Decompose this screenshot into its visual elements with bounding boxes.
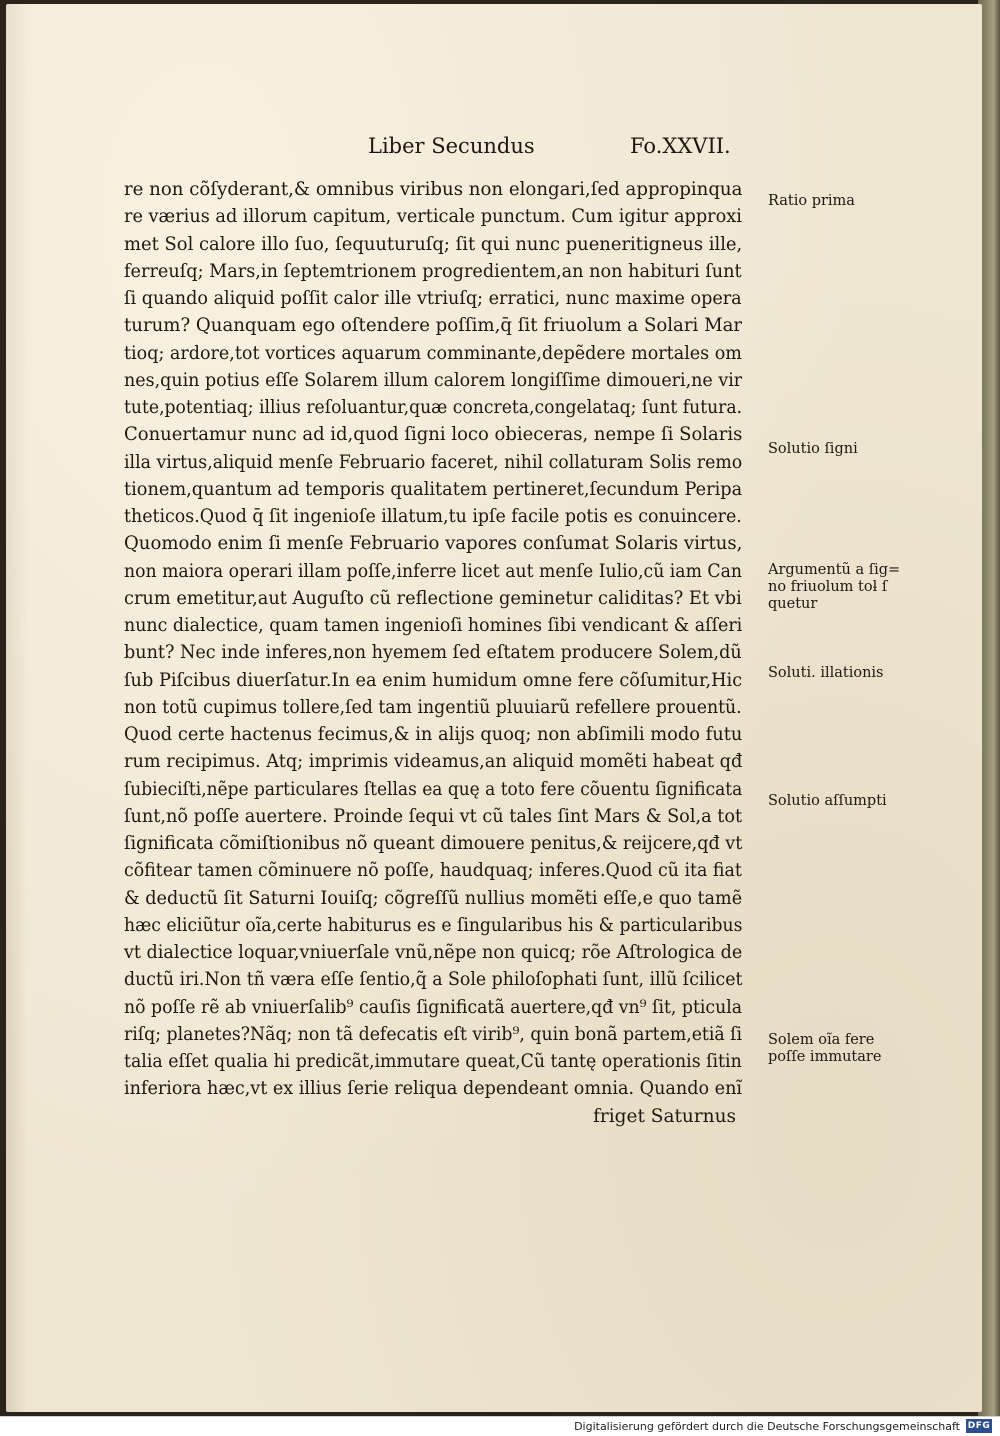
margin-note-solutio-illationis: Soluti. illationis: [768, 665, 884, 681]
text-line: non totũ cupimus tollere,ſed tam ingentiũ pluuiarũ refellere prouentũ.: [124, 696, 742, 718]
text-line: tionem,quantum ad temporis qualitatem pertineret,ſecundum Peripa: [124, 478, 743, 500]
text-line: nunc dialectice, quam tamen ingenioſi homines ſibi vendicant & aſſeri: [124, 615, 743, 636]
text-line: ſi quando aliquid poſſit calor ille vtriuſq; erratici, nunc maxime opera: [124, 288, 742, 309]
text-line: nes,quin potius eſſe Solarem illum calorem longiſſime dimoueri,ne vir: [124, 369, 743, 391]
text-line: tioq; ardore,tot vortices aquarum comminante,depẽdere mortales om: [124, 342, 742, 364]
text-line: & deductũ ſit Saturni Iouiſq; cõgreſſũ nullius momẽti eſſe,e quo tamẽ: [124, 887, 743, 909]
text-line: turum? Quanquam ego oſtendere poſſim,q̄ ſit friuolum a Solari Mar: [124, 315, 743, 337]
margin-note-solutio-signi: Solutio ſigni: [768, 441, 858, 457]
text-line: crum emetitur,aut Auguſto cũ reflectione geminetur caliditas? Et vbi: [124, 587, 742, 609]
text-line: hӕc eliciũtur oĩa,certe habiturus es e ſingularibus his & particularibus: [124, 914, 743, 936]
text-line: ferreuſq; Mars,in ſeptemtrionem progredientem,an non habituri ſunt: [124, 260, 742, 282]
dfg-logo: DFG: [967, 1421, 991, 1431]
running-header: [0, 134, 1000, 164]
text-line: re non cõſyderant,& omnibus viribus non elongari,ſed appropinqua: [124, 179, 743, 200]
digitization-footer: [0, 1416, 1000, 1436]
margin-note-solem-line1: Solem oĩa fere: [768, 1032, 875, 1048]
text-line: tute,potentiaq; illius reſoluantur,quӕ concreta,congelataq; ſunt futura.: [124, 397, 743, 418]
text-line: friget Saturnus: [593, 1105, 736, 1127]
margin-note-solem-line2: poſſe immutare: [768, 1049, 882, 1065]
funding-credit: Digitalisierung gefördert durch die Deutsche Forschungsgemeinschaft: [574, 1420, 960, 1433]
text-line: vt dialectice loquar,vniuerſale vnũ,nẽpe non quicq; rõe Aſtrologica de: [124, 942, 743, 963]
text-line: ductũ iri.Non tñ vӕra eſſe ſentio,q̃ a Sole philoſophati ſunt, illũ ſcilicet: [124, 969, 743, 991]
text-line: talia eſſet qualia hi predicãt,immutare queat,Cũ tantę operationis ſitin: [124, 1051, 742, 1072]
margin-note-solutio-assumpti: Solutio aſſumpti: [768, 793, 887, 809]
text-line: cõfitear tamen cõminuere nõ poſſe, haudquaq; inferes.Quod cũ ita fiat: [124, 860, 742, 882]
folio-number: Fo.XXVII.: [630, 134, 731, 158]
text-line: illa virtus,aliquid menſe Februario faceret, nihil collaturam Solis remo: [124, 451, 743, 473]
text-line: Quomodo enim ſi menſe Februario vapores conſumat Solaris virtus,: [124, 533, 743, 555]
text-line: bunt? Nec inde inferes,non hyemem ſed eſtatem producere Solem,dũ: [124, 642, 742, 664]
text-line: inferiora hӕc,vt ex illius ſerie reliqua dependeant omnia. Quando enĩ: [124, 1078, 743, 1100]
margin-note-argumentum-line2: no friuolum toƚ ſ: [768, 579, 888, 595]
text-line: rum recipimus. Atq; imprimis videamus,an aliquid momẽti habeat qđ: [124, 751, 743, 773]
text-line: ſunt,nõ poſſe auertere. Proinde ſequi vt cũ tales ſint Mars & Sol,a tot: [124, 805, 743, 827]
margin-note-ratio-prima: Ratio prima: [768, 193, 855, 209]
body-text: [124, 176, 744, 1130]
running-title: Liber Secundus: [368, 134, 535, 158]
text-line: ſub Piſcibus diuerſatur.In ea enim humidum omne fere cõſumitur,Hic: [124, 669, 743, 691]
text-line: non maiora operari illam poſſe,inferre licet aut menſe Iulio,cũ iam Can: [124, 560, 743, 582]
text-line: met Sol calore illo ſuo, ſequuturuſq; ſit qui nunc pueneritigneus ille,: [124, 233, 743, 255]
text-line: riſq; planetes?Nãq; non tã defecatis eſt virib⁹, quin bonã partem,etiã ſi: [124, 1023, 743, 1045]
text-line: re vӕrius ad illorum capitum, verticale punctum. Cum igitur approxi: [124, 206, 742, 228]
text-line: Conuertamur nunc ad id,quod ſigni loco obieceras, nempe ſi Solaris: [124, 424, 743, 446]
text-line: theticos.Quod q̄ ſit ingenioſe illatum,tu ipſe facile potis es conuincere.: [124, 506, 742, 527]
margin-note-argumentum-line1: Argumentũ a ſig=: [768, 562, 901, 578]
margin-note-argumentum-line3: quetur: [768, 596, 818, 612]
text-line: Quod certe hactenus fecimus,& in alijs quoq; non abſimili modo futu: [124, 724, 743, 745]
text-line: ſubieciſti,nẽpe particulares ſtellas ea quę a toto fere cõuentu ſignificata: [124, 778, 743, 800]
text-line: ſignificata cõmiſtionibus nõ queant dimouere penitus,& reijcere,qđ vt: [124, 833, 743, 854]
text-line: nõ poſſe rẽ ab vniuerſalib⁹ cauſis ſignificatã auertere,qđ vn⁹ ſit, pticula: [124, 996, 743, 1018]
